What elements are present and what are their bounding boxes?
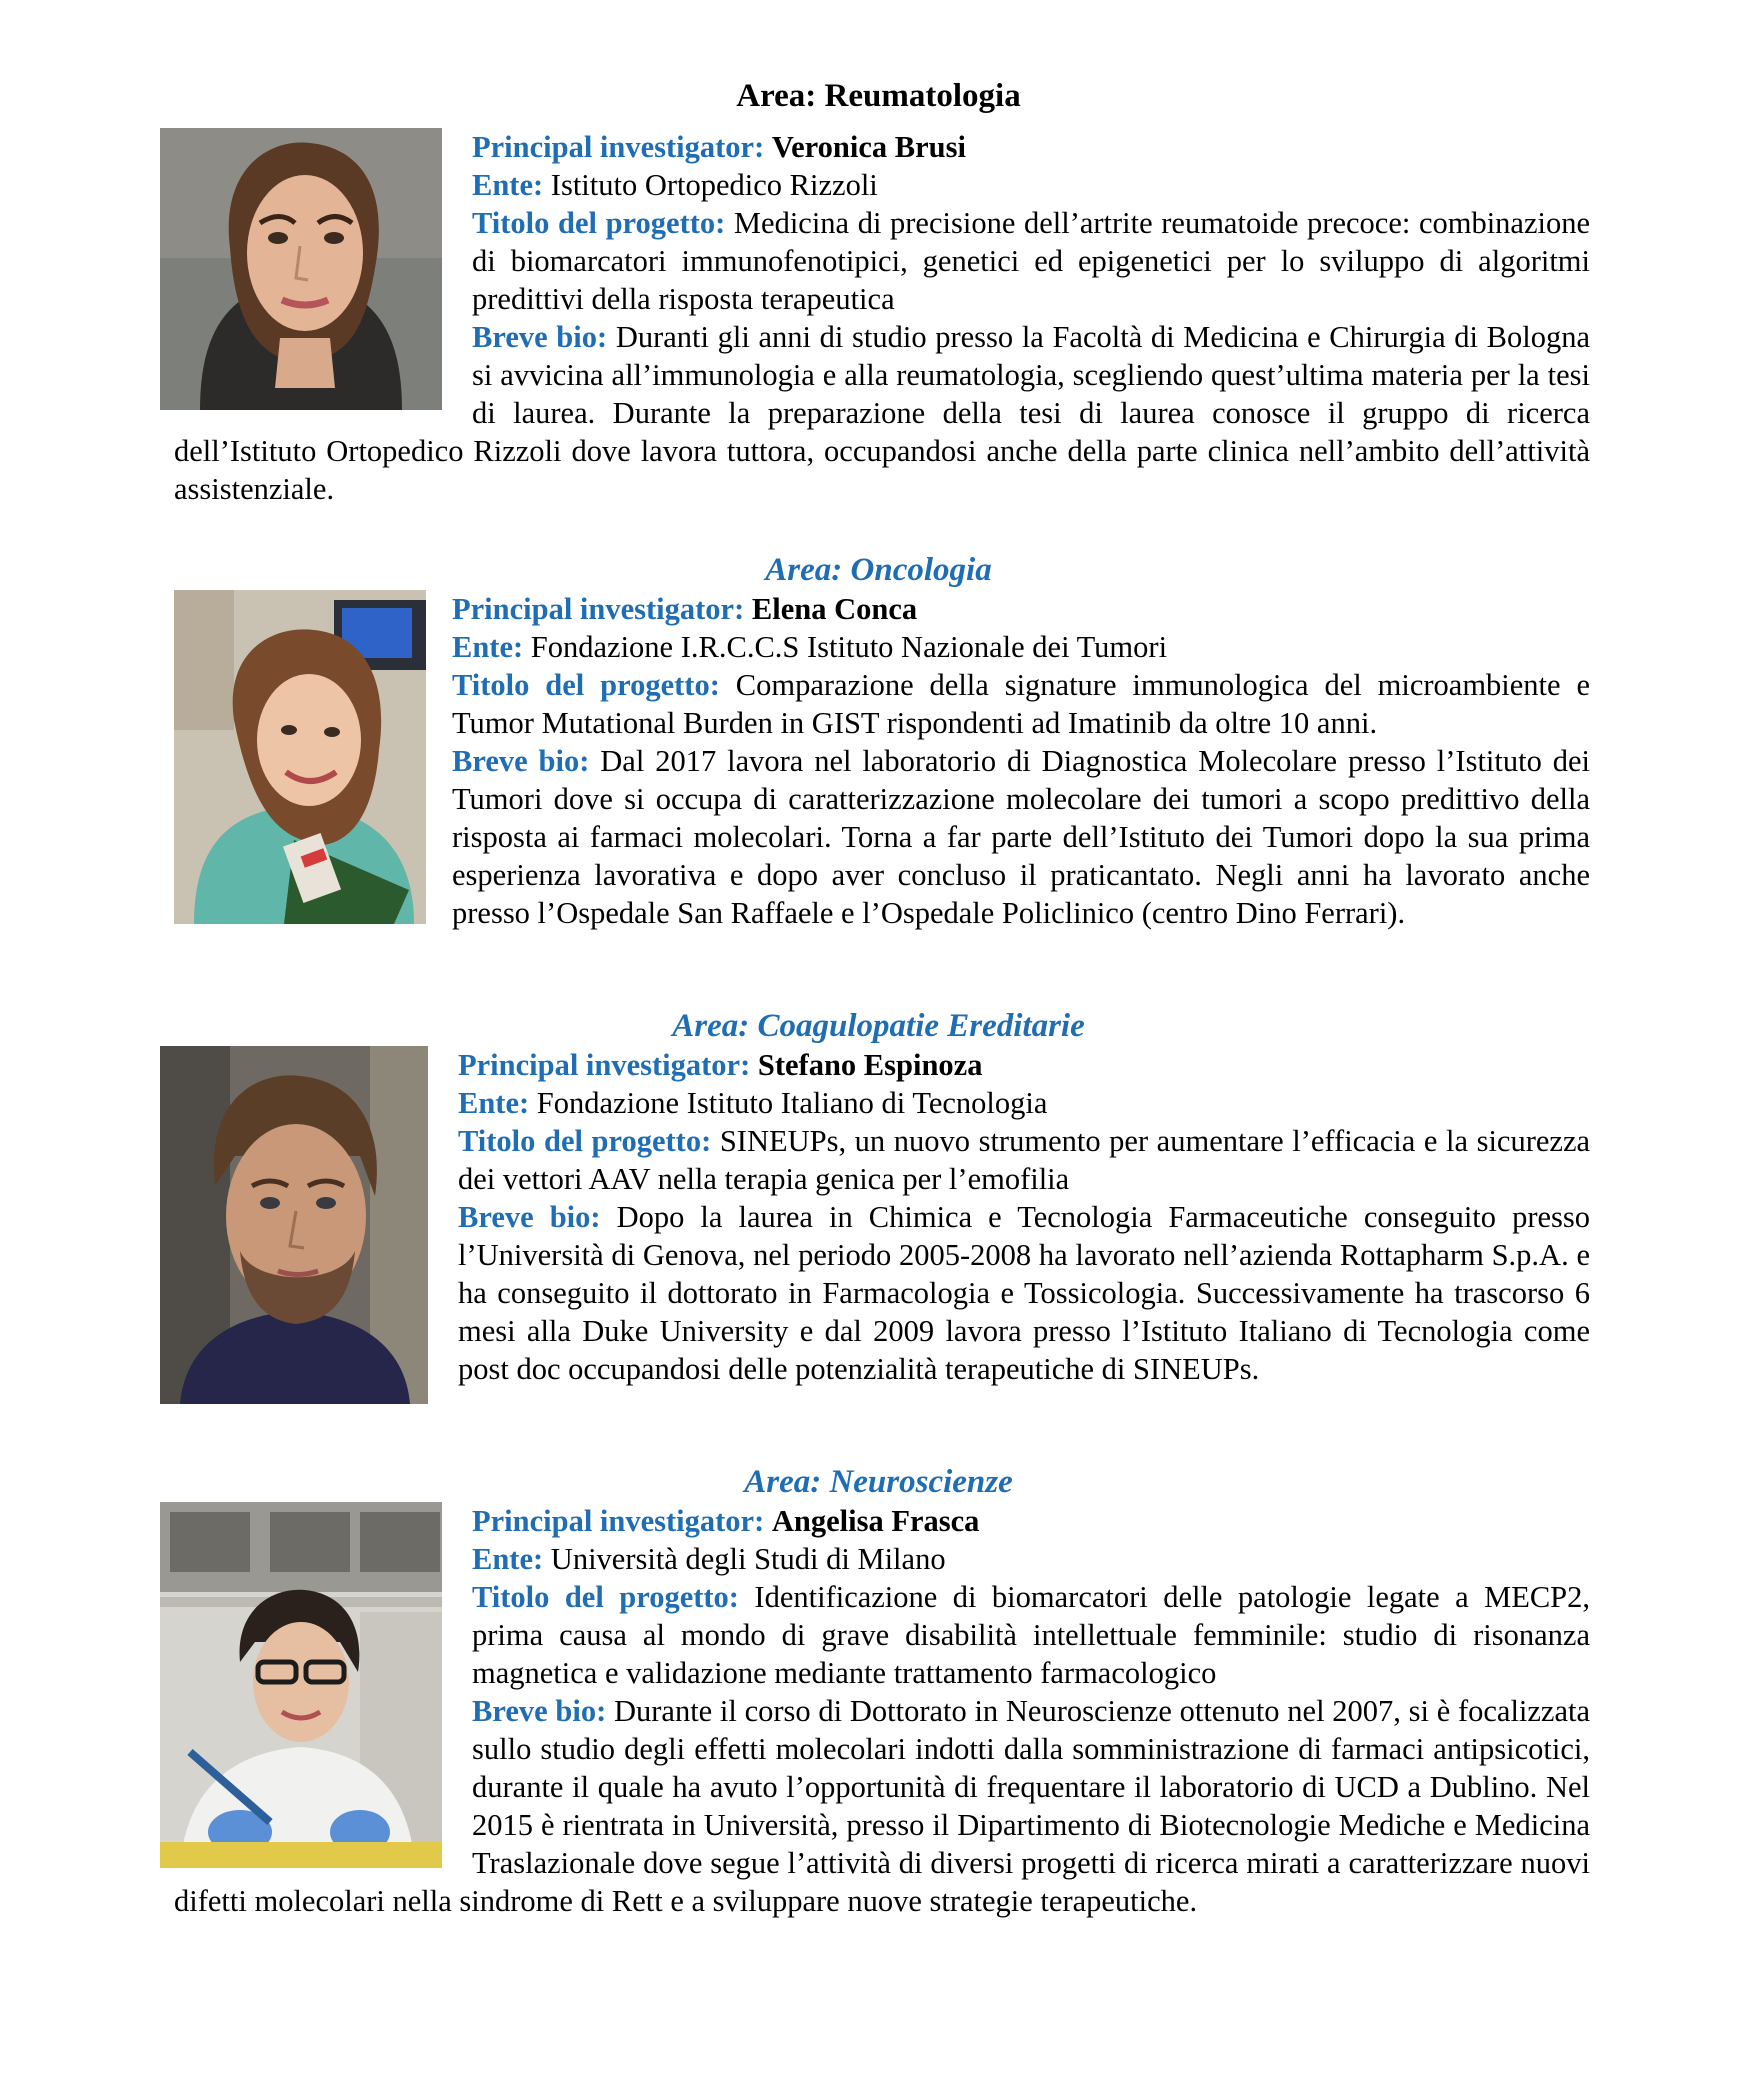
pi-name: Stefano Espinoza <box>757 1048 983 1082</box>
pi-name: Elena Conca <box>751 592 918 626</box>
titolo-label: Titolo del progetto: <box>472 206 726 240</box>
titolo-value: Medicina di precisione dell’artrite reumatoide precoce: combinazione di biomarcatori immunofenotipici, genetici ed epigenetici per lo sviluppo di algoritmi predittivi della risposta terapeutica <box>472 206 1591 316</box>
bio-value: Duranti gli anni di studio presso la Facoltà di Medicina e Chirurgia di Bologna si avvicina all’immunologia e alla reumatologia, scegliendo quest’ultima materia per la tesi di laurea. Durante la preparazione della tesi di laurea conosce il gruppo di ricerca dell’Istituto Ortopedico Rizzoli dove lavora tuttora, occupandosi anche della parte clinica nell’ambito dell’attività assistenziale. <box>174 320 1591 506</box>
ente-value: Fondazione Istituto Italiano di Tecnologia <box>536 1086 1048 1120</box>
titolo-label: Titolo del progetto: <box>458 1124 712 1158</box>
area-title-coagulopatie: Area: Coagulopatie Ereditarie <box>672 1008 1085 1044</box>
bio-label: Breve bio: <box>472 1694 607 1728</box>
titolo-value: Identificazione di biomarcatori delle patologie legate a MECP2, prima causa al mondo di grave disabilità intellettuale femminile: studio di risonanza magnetica e validazione mediante trattamento farmacologico <box>472 1580 1591 1690</box>
pi-name: Veronica Brusi <box>771 130 966 164</box>
bio-label: Breve bio: <box>472 320 608 354</box>
pi-label: Principal investigator: <box>452 592 745 626</box>
section-coagulopatie <box>174 1046 1590 1404</box>
ente-label: Ente: <box>458 1086 530 1120</box>
pi-name: Angelisa Frasca <box>771 1504 980 1538</box>
titolo-value: SINEUPs, un nuovo strumento per aumentare l’efficacia e la sicurezza dei vettori AAV nella terapia genica per l’emofilia <box>458 1124 1591 1196</box>
section-oncologia <box>174 590 1590 932</box>
section-reumatologia <box>174 128 1590 508</box>
pi-label: Principal investigator: <box>472 1504 765 1538</box>
ente-label: Ente: <box>472 168 544 202</box>
titolo-label: Titolo del progetto: <box>472 1580 739 1614</box>
titolo-label: Titolo del progetto: <box>452 668 720 702</box>
bio-label: Breve bio: <box>458 1200 601 1234</box>
portrait-photo <box>174 590 426 924</box>
section-neuroscienze <box>174 1502 1590 1920</box>
portrait-photo <box>160 128 442 410</box>
bio-value: Dal 2017 lavora nel laboratorio di Diagnostica Molecolare presso l’Istituto dei Tumori dove si occupa di caratterizzazione molecolare dei tumori a scopo predittivo della risposta ai farmaci molecolari. Torna a far parte dell’Istituto dei Tumori dopo la sua prima esperienza lavorativa e dopo aver concluso il praticantato. Negli anni ha lavorato anche presso l’Ospedale San Raffaele e l’Ospedale Policlinico (centro Dino Ferrari). <box>452 744 1590 930</box>
bio-value: Dopo la laurea in Chimica e Tecnologia Farmaceutiche conseguito presso l’Università di Genova, nel periodo 2005-2008 ha lavorato nell’azienda Rottapharm S.p.A. e ha conseguito il dottorato in Farmacologia e Tossicologia. Successivamente ha trascorso 6 mesi alla Duke University e dal 2009 lavora presso l’Istituto Italiano di Tecnologia come post doc occupandosi delle potenzialità terapeutiche di SINEUPs. <box>458 1200 1590 1386</box>
portrait-photo <box>160 1046 428 1404</box>
pi-label: Principal investigator: <box>458 1048 751 1082</box>
bio-label: Breve bio: <box>452 744 590 778</box>
pi-label: Principal investigator: <box>472 130 765 164</box>
ente-label: Ente: <box>472 1542 544 1576</box>
bio-value: Durante il corso di Dottorato in Neuroscienze ottenuto nel 2007, si è focalizzata sullo studio degli effetti molecolari indotti dalla somministrazione di farmaci antipsicotici, durante il quale ha avuto l’opportunità di frequentare il laboratorio di UCD a Dublino. Nel 2015 è rientrata in Università, presso il Dipartimento di Biotecnologie Mediche e Medicina Traslazionale dove segue l’attività di diversi progetti di ricerca mirati a caratterizzare nuovi difetti molecolari nella sindrome di Rett e a sviluppare nuove strategie terapeutiche. <box>174 1694 1591 1918</box>
ente-value: Fondazione I.R.C.C.S Istituto Nazionale dei Tumori <box>530 630 1168 664</box>
portrait-photo <box>160 1502 442 1868</box>
ente-label: Ente: <box>452 630 524 664</box>
area-title-oncologia: Area: Oncologia <box>765 552 992 588</box>
area-title-reumatologia: Area: Reumatologia <box>736 78 1021 114</box>
titolo-value: Comparazione della signature immunologica del microambiente e Tumor Mutational Burden in GIST rispondenti ad Imatinib da oltre 10 anni. <box>452 668 1591 740</box>
ente-value: Università degli Studi di Milano <box>550 1542 946 1576</box>
ente-value: Istituto Ortopedico Rizzoli <box>550 168 878 202</box>
area-title-neuroscienze: Area: Neuroscienze <box>744 1464 1013 1500</box>
